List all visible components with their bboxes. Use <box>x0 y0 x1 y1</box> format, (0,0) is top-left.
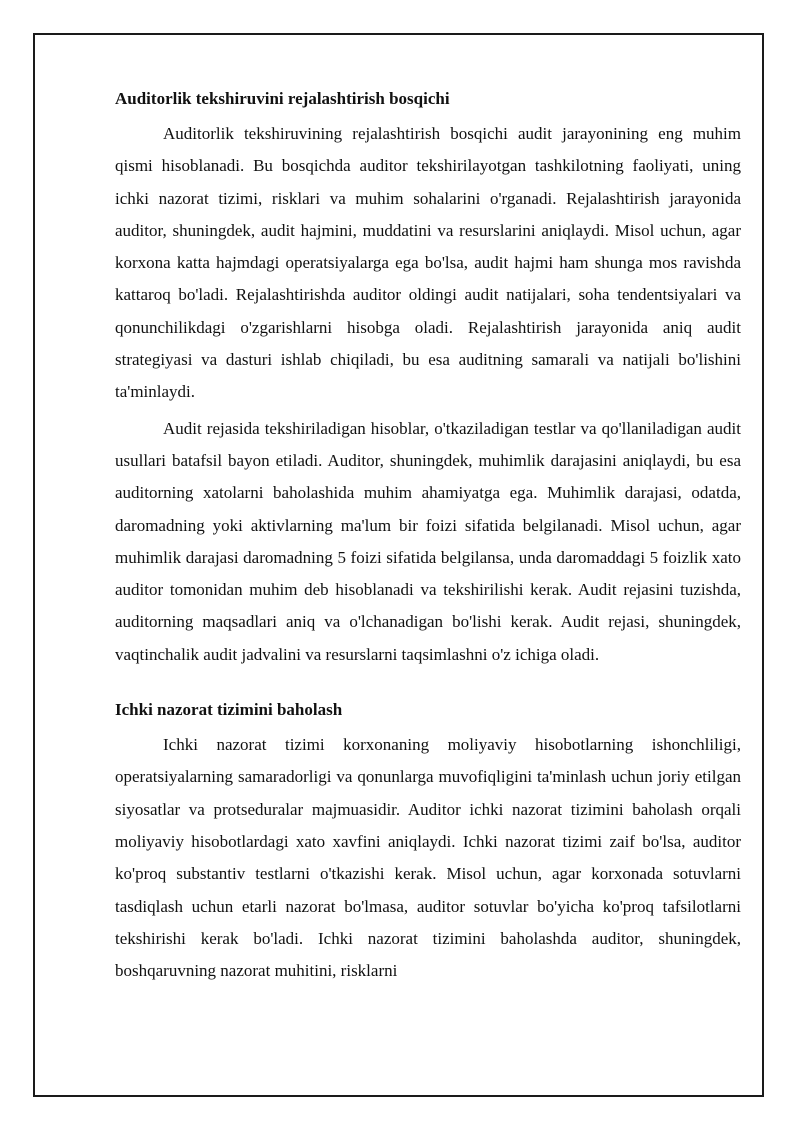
paragraph: Ichki nazorat tizimi korxonaning moliyaviy hisobotlarning ishonchliligi, operatsiyalarning samaradorligi va qonunlarga muvofiqligini ta'minlash uchun joriy etilgan siyosatlar va protseduralar majmuasidir. Auditor ichki nazorat tizimini baholash orqali moliyaviy hisobotlardagi xato xavfini aniqlaydi. Ichki nazorat tizimi zaif bo'lsa, auditor ko'proq substantiv testlarni o'tkazishi kerak. Misol uchun, agar korxonada sotuvlarni tasdiqlash uchun etarli nazorat bo'lmasa, auditor sotuvlar bo'yicha ko'proq tafsilotlarni tekshirishi kerak bo'ladi. Ichki nazorat tizimini baholashda auditor, shuningdek, boshqaruvning nazorat muhitini, risklarni <box>115 735 741 981</box>
paragraph: Auditorlik tekshiruvining rejalashtirish bosqichi audit jarayonining eng muhim qismi hisoblanadi. Bu bosqichda auditor tekshirilayotgan tashkilotning faoliyati, uning ichki nazorat tizimi, risklari va muhim sohalarini o'rganadi. Rejalashtirish jarayonida auditor, shuningdek, audit hajmini, muddatini va resurslarini aniqlaydi. Misol uchun, agar korxona katta hajmdagi operatsiyalarga ega bo'lsa, audit hajmi ham shunga mos ravishda kattaroq bo'ladi. Rejalashtirishda auditor oldingi audit natijalari, soha tendentsiyalari va qonunchilikdagi o'zgarishlarni hisobga oladi. Rejalashtirish jarayonida aniq audit strategiyasi va dasturi ishlab chiqiladi, bu esa auditning samarali va natijali bo'lishini ta'minlaydi. <box>115 124 741 402</box>
section-internal-control <box>115 697 741 987</box>
paragraph: Audit rejasida tekshiriladigan hisoblar, o'tkaziladigan testlar va qo'llaniladigan audit usullari batafsil bayon etiladi. Auditor, shuningdek, muhimlik darajasini aniqlaydi, bu esa auditorning xatolarni baholashida muhim ahamiyatga ega. Muhimlik darajasi, odatda, daromadning yoki aktivlarning ma'lum bir foizi sifatida belgilanadi. Misol uchun, agar muhimlik darajasi daromadning 5 foizi sifatida belgilansa, unda daromaddagi 5 foizlik xato auditor tomonidan muhim deb hisoblanadi va tekshirilishi kerak. Audit rejasini tuzishda, auditorning maqsadlari aniq va o'lchanadigan bo'lishi kerak. Audit rejasi, shuningdek, vaqtinchalik audit jadvalini va resurslarni taqsimlashni o'z ichiga oladi. <box>115 418 741 664</box>
section-heading: Auditorlik tekshiruvini rejalashtirish bosqichi <box>115 89 450 108</box>
document-body <box>115 86 741 987</box>
section-audit-planning <box>115 86 741 671</box>
section-heading: Ichki nazorat tizimini baholash <box>115 700 343 720</box>
